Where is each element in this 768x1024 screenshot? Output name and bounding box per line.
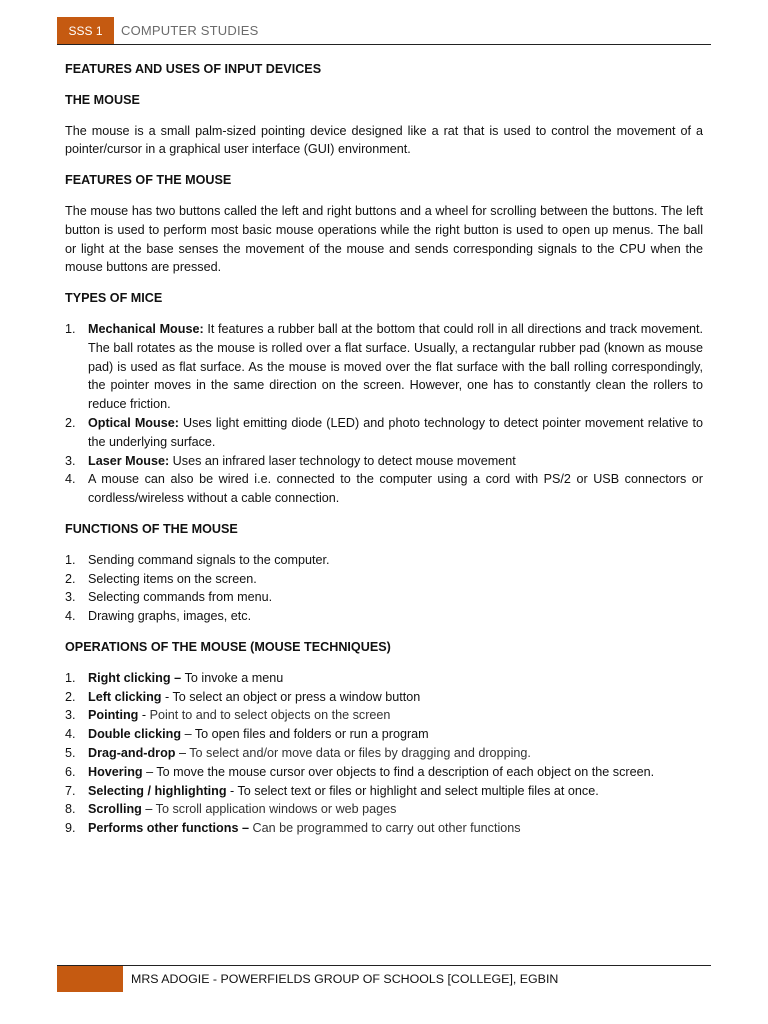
item-separator: –: [238, 821, 253, 836]
item-separator: -: [161, 689, 173, 704]
list-number: 2.: [65, 415, 76, 430]
item-text: Drawing graphs, images, etc.: [88, 609, 252, 624]
list-number: 2.: [65, 689, 76, 704]
item-separator: –: [141, 802, 156, 817]
list-item: [65, 782, 703, 801]
list-number: 3.: [65, 590, 76, 605]
section-heading-types: TYPES OF MICE: [65, 291, 163, 306]
list-number: 1.: [65, 552, 76, 567]
item-separator: –: [175, 745, 190, 760]
list-item: [65, 800, 703, 819]
list-number: 1.: [65, 670, 76, 685]
item-text: To scroll application windows or web pages: [155, 802, 397, 817]
list-item: [65, 763, 703, 782]
item-text: To invoke a menu: [184, 670, 284, 685]
class-badge: SSS 1: [57, 17, 114, 44]
features-paragraph: The mouse has two buttons called the left and right buttons and a wheel for scrolling between the buttons. The left button is used to perform most basic mouse operations while the right button is used to open up menus. The ball or light at the base senses the movement of the mouse and sends corresponding signals to the CPU when the mouse buttons are pressed.: [65, 203, 703, 275]
item-text: A mouse can also be wired i.e. connected to the computer using a cord with PS/2 or USB connectors or cordless/wireless without a cable connection.: [88, 472, 703, 506]
item-text: Uses light emitting diode (LED) and photo technology to detect pointer movement relative to the underlying surface.: [88, 415, 704, 449]
list-item: [65, 819, 703, 838]
list-item: [65, 725, 703, 744]
list-item: [65, 452, 703, 471]
list-number: 4.: [65, 609, 76, 624]
list-item: [65, 607, 703, 626]
item-term: Mechanical Mouse:: [88, 321, 204, 336]
page-header: [57, 17, 711, 45]
item-term: Pointing: [88, 708, 139, 723]
item-term: Left clicking: [88, 689, 162, 704]
types-list: [65, 320, 703, 508]
list-number: 7.: [65, 783, 76, 798]
mouse-definition: The mouse is a small palm-sized pointing device designed like a rat that is used to control the movement of a pointer/cursor in a graphical user interface (GUI) environment.: [65, 123, 703, 157]
list-number: 4.: [65, 727, 76, 742]
subject-title: COMPUTER STUDIES: [121, 23, 259, 38]
item-text: Sending command signals to the computer.: [88, 552, 330, 567]
item-text: Point to and to select objects on the screen: [149, 708, 391, 723]
list-item: [65, 414, 703, 452]
list-item: [65, 570, 703, 589]
list-number: 2.: [65, 571, 76, 586]
item-term: Double clicking: [88, 727, 182, 742]
item-text: Can be programmed to carry out other functions: [252, 821, 521, 836]
section-heading-operations: OPERATIONS OF THE MOUSE (MOUSE TECHNIQUES): [65, 639, 391, 654]
list-number: 8.: [65, 802, 76, 817]
item-text: To open files and folders or run a program: [194, 727, 429, 742]
list-number: 3.: [65, 708, 76, 723]
item-term: Selecting / highlighting: [88, 783, 227, 798]
list-item: [65, 588, 703, 607]
operations-list: [65, 669, 703, 838]
item-separator: –: [181, 727, 195, 742]
functions-list: [65, 551, 703, 626]
item-text: To select text or files or highlight and select multiple files at once.: [237, 783, 599, 798]
item-text: To move the mouse cursor over objects to find a description of each object on the screen.: [156, 764, 655, 779]
list-number: 3.: [65, 453, 76, 468]
list-number: 9.: [65, 821, 76, 836]
document-title: FEATURES AND USES OF INPUT DEVICES: [65, 62, 322, 76]
item-text: Selecting commands from menu.: [88, 590, 273, 605]
section-heading-mouse: THE MOUSE: [65, 92, 140, 107]
list-number: 5.: [65, 745, 76, 760]
item-term: Scrolling: [88, 802, 142, 817]
item-term: Right clicking: [88, 670, 171, 685]
list-item: [65, 470, 703, 508]
item-text: To select an object or press a window button: [172, 689, 421, 704]
list-item: [65, 320, 703, 414]
section-heading-features: FEATURES OF THE MOUSE: [65, 173, 232, 188]
item-term: Laser Mouse:: [88, 453, 170, 468]
footer-text: MRS ADOGIE - POWERFIELDS GROUP OF SCHOOLS [COLLEGE], EGBIN: [131, 972, 559, 986]
list-item: [65, 706, 703, 725]
list-item: [65, 669, 703, 688]
list-item: [65, 744, 703, 763]
item-text: Selecting items on the screen.: [88, 571, 257, 586]
list-number: 1.: [65, 321, 76, 336]
item-text: To select and/or move data or files by dragging and dropping.: [189, 745, 531, 760]
item-term: Hovering: [88, 764, 143, 779]
item-term: Drag-and-drop: [88, 745, 176, 760]
document-body: [65, 60, 703, 838]
item-text: It features a rubber ball at the bottom that could roll in all directions and track movement. The ball rotates as the mouse is rolled over a flat surface. Usually, a rectangular rubber pad (known as mouse pad) is used as flat surface. As the mouse is moved over the flat surface with the ball rolling correspondingly, the pointer moves in the same direction on the screen. However, one has to constantly clean the rollers to reduce friction.: [88, 321, 703, 412]
item-separator: –: [170, 670, 185, 685]
item-separator: -: [138, 708, 150, 723]
list-item: [65, 688, 703, 707]
page-footer: [57, 965, 711, 992]
item-separator: -: [226, 783, 238, 798]
list-item: [65, 551, 703, 570]
section-heading-functions: FUNCTIONS OF THE MOUSE: [65, 521, 238, 536]
list-number: 4.: [65, 472, 76, 487]
item-term: Optical Mouse:: [88, 415, 179, 430]
item-term: Performs other functions: [88, 821, 239, 836]
item-text: Uses an infrared laser technology to detect mouse movement: [169, 453, 516, 468]
list-number: 6.: [65, 764, 76, 779]
footer-badge: [57, 966, 123, 992]
item-separator: –: [142, 764, 157, 779]
